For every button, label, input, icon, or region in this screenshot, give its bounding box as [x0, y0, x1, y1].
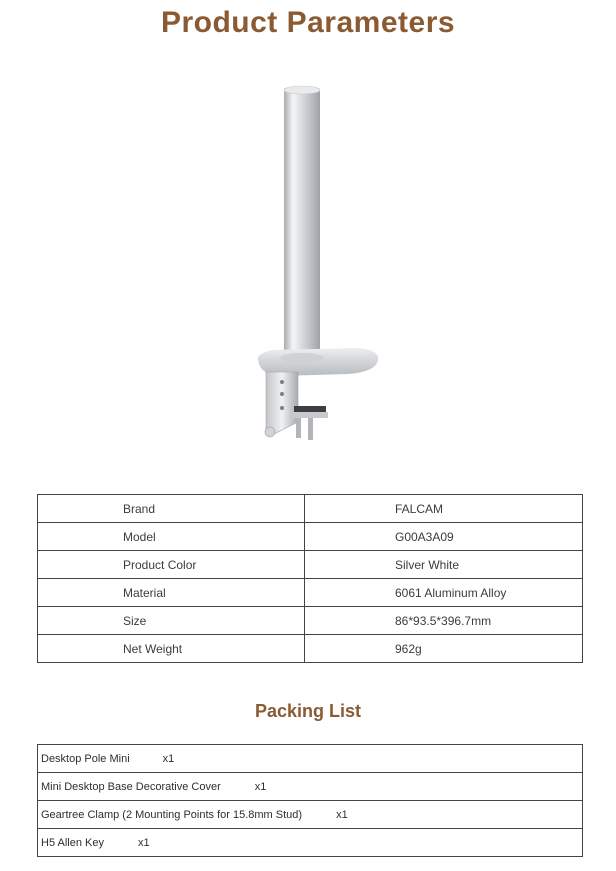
table-row: [38, 579, 583, 607]
param-label-brand: Brand: [38, 495, 305, 523]
param-value-weight: 962g: [305, 635, 583, 663]
packing-item-qty: x1: [336, 808, 348, 821]
table-row: [38, 635, 583, 663]
table-row: [38, 523, 583, 551]
packing-item: [38, 773, 583, 801]
table-row: [38, 829, 583, 857]
product-parameters-table: [37, 494, 583, 663]
param-label-material: Material: [38, 579, 305, 607]
packing-item: [38, 829, 583, 857]
desktop-pole-product-image: [238, 82, 378, 448]
packing-item-name: Mini Desktop Base Decorative Cover: [41, 780, 221, 793]
table-row: [38, 607, 583, 635]
param-label-color: Product Color: [38, 551, 305, 579]
packing-item: [38, 745, 583, 773]
param-label-size: Size: [38, 607, 305, 635]
param-value-brand: FALCAM: [305, 495, 583, 523]
table-row: [38, 495, 583, 523]
packing-item-name: Geartree Clamp (2 Mounting Points for 15.8mm Stud): [41, 808, 303, 821]
packing-item-qty: x1: [162, 752, 175, 765]
table-row: [38, 801, 583, 829]
packing-list-table: [37, 744, 583, 857]
table-row: [38, 773, 583, 801]
packing-item-name: H5 Allen Key: [41, 836, 104, 849]
page-title: Product Parameters: [160, 6, 456, 39]
table-row: [38, 551, 583, 579]
table-row: [38, 745, 583, 773]
param-value-color: Silver White: [305, 551, 583, 579]
param-label-weight: Net Weight: [38, 635, 305, 663]
param-value-model: G00A3A09: [305, 523, 583, 551]
param-value-material: 6061 Aluminum Alloy: [305, 579, 583, 607]
packing-item-name: Desktop Pole Mini: [41, 752, 130, 765]
param-label-model: Model: [38, 523, 305, 551]
packing-item-qty: x1: [254, 780, 267, 793]
packing-item: [38, 801, 583, 829]
param-value-size: 86*93.5*396.7mm: [305, 607, 583, 635]
packing-list-title: Packing List: [254, 701, 362, 721]
packing-item-qty: x1: [137, 836, 150, 849]
